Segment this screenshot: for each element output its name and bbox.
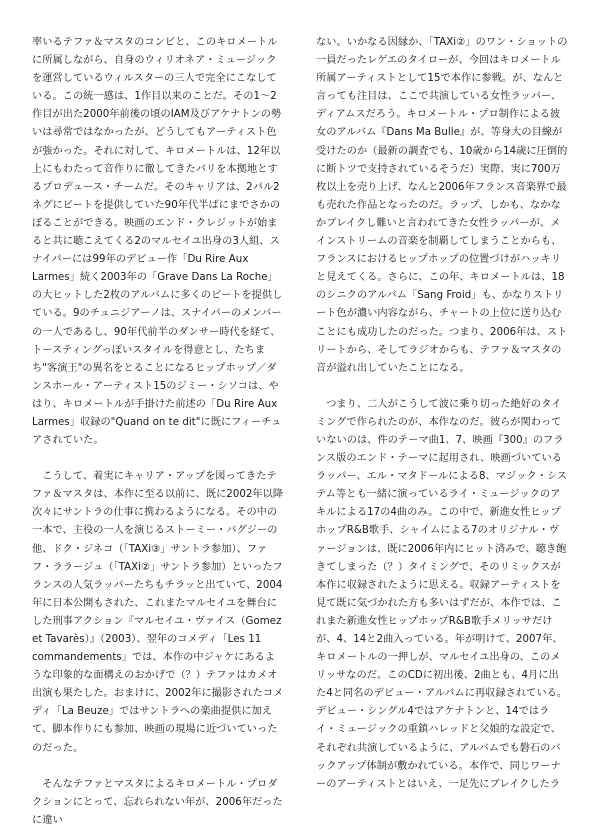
right-text-column (316, 34, 568, 794)
left-paragraph-3: そんなテファとマスタによるキロメートル・プロダクションにとって、忘れられない年が、2006年だったに違い (32, 778, 283, 826)
right-paragraph-2: つまり、二人がこうして波に乗り切った絶好のタイミングで作られたのが、本作なのだ。彼らが関わっていないのは、件のテーマ曲1、7、映画『300』のフランス版のエンド・テーマに起用され、映画づいているラッパー、エル・マタドールによる8、マジック・システム等とも一緒に演っているライ・ミュージックのアキルによる17の4曲のみ。この中で、新進女性ヒップホップR&B歌手、シャイムによる7のオリジナル・ヴァージョンは、既に2006年内にヒット済みで、聴き飽きてしまった（？）タイミングで、そのリミックスが本作に収録されたように思える。収録アーティストを見て既に気づかれた方も多いはずだが、本作では、これまた新進女性ヒップホップR&B歌手メリッサだけが、4、14と2曲入っている。年が明けて、2007年、キロメートルの一押しが、マルセイユ出身の、このメリッサなのだ。このCDに初出後、2曲とも、4月に出た4と同名のデビュー・アルバムに再収録されている。デビュー・シングル4ではアケナトンと、14ではライ・ミュージックの重鎮ハレッドと父娘的な設定で、それぞれ共演しているように、アルバムでも磐石のバックアップ体制が敷かれている。本作で、同じワーナーのアーティストとはいえ、一足先にブレイクしたラ (316, 398, 568, 790)
left-paragraph-1: 率いるテファ＆マスタのコンビと、このキロメートルに所属しながら、自身のウィリオネア・ミュージックを運営しているウィルスターの三人で完全にこなしている。この統一感は、1作目以来のことだ。その1～2作目が出た2000年前後の頃のIAM及びアケナトンの勢いは尋常ではなかったが、どうしてもアーティスト色が強かった。それに対して、キロメートルは、12年以上にもわたって音作りに徹してきたパリを本拠地とするプロデュース・チームだ。そのキャリアは、2パル2ネグにビートを提供していた90年代半ばにまでさかのぼることができる。映画のエンド・クレジットが始まると共に聴こえてくる2のマルセイユ出身の3人組、スナイパーには99年のデビュー作「Du Rire Aux Larmes」続く2003年の「Grave Dans La Roche」の大ヒットした2枚のアルバムに多くのビートを提供している。9のチュニジアーノは、スナイパーのメンバーの一人であるし、90年代前半のダンサー時代を経て、トースティングっぽいスタイルを得意とし、たちまち"客演王"の異名をとることになるヒップホップ／ダンスホール・アーティスト15のジミー・シソコは、やはり、キロメートルが手掛けた前述の「Du Rire Aux Larmes」収録の"Quand on te dit"に既にフィーチュアされていた。 (32, 37, 283, 447)
paragraph-gap (32, 450, 284, 468)
paragraph-gap (32, 758, 284, 776)
left-paragraph-2: こうして、着実にキャリア・アップを図ってきたテファ＆マスタは、本作に至る以前に、既に2002年以降次々にサントラの仕事に携わるようになる。その中の一本で、主役の一人を演じるストーミー・バグジーの他、ドク・ジネコ（「TAXi③」サントラ参加）、ファフ・ララージュ（「TAXi②」サントラ参加）といったフランスの人気ラッパーたちもチラッと出ていて、2004年に日本公開もされた、これまたマルセイユを舞台にした刑事アクション『マルセイユ・ヴァイス（Gomez et Tavarès）』（2003）、翌年のコメディ「Les 11 commandements」では、本作の中ジャケにあるような印象的な面構えのおかげで（？）テファはカメオ出演も果たした。おまけに、2002年に撮影されたコメディ「La Beuze」ではサントラへの楽曲提供に加えて、脚本作りにも参加、映画の現場に近づいていったのだった。 (32, 471, 284, 754)
right-paragraph-1: ない。いかなる因縁か、「TAXi②」のワン・ショットの一員だったレゲエのタイローが、今回はキロメートル所属アーティストとして15で本作に参戦。が、なんと言っても注目は、ここで共演している女性ラッパー、ディアムスだろう。キロメートル・プロ制作による彼女のアルバム『Dans Ma Bulle』が、等身大の目線が受けたのか（最新の調査でも、10歳から14歳に圧倒的に断トツで支持されているそうだ）実際、実に700万枚以上を売り上げ、なんと2006年フランス音楽界で最も売れた作品となったのだ。ラップ、しかも、なかなかブレイクし難いと言われてきた女性ラッパーが、メインストリームの音楽を制覇してしまうことからも、フランスにおけるヒップホップの位置づけがハッキリと見えてくる。さらに、この年、キロメートルは、18のシニクのアルバム「Sang Froid」も、かなりストリート色が濃い内容ながら、チャートの上位に送り込むことにも成功したのだった。つまり、2006年は、ストリートから、そしてラジオからも、テファ＆マスタの音が溢れ出していたことになる。 (316, 37, 568, 374)
left-text-column (32, 34, 284, 830)
paragraph-gap (316, 378, 568, 396)
